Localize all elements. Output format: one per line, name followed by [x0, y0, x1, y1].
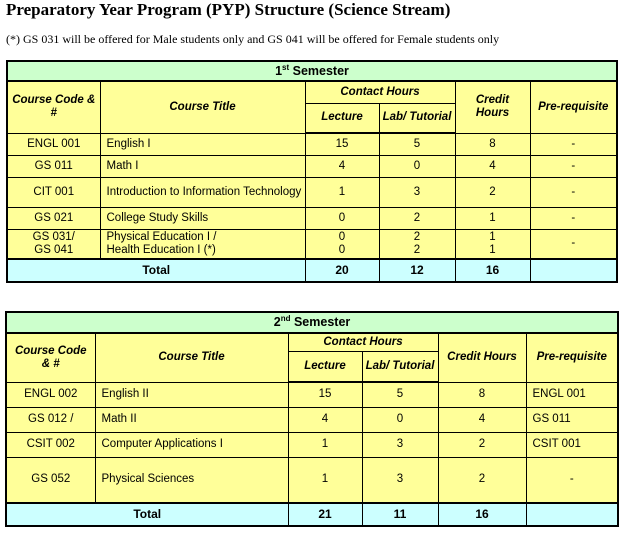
total-blank	[530, 259, 617, 282]
table-row	[6, 457, 618, 503]
page-title: Preparatory Year Program (PYP) Structure (Science Stream)	[6, 0, 451, 19]
course-code: GS 012 /	[6, 407, 95, 432]
course-code: GS 031/ GS 041	[7, 229, 100, 259]
table-row	[6, 382, 618, 407]
lecture-hours: 0	[305, 207, 379, 229]
total-row	[6, 503, 618, 526]
credit-hours: 4	[455, 155, 530, 177]
lab-hours: 2	[379, 207, 455, 229]
total-blank	[526, 503, 618, 526]
header-credit-hours: Credit Hours	[438, 333, 526, 382]
total-lecture: 20	[305, 259, 379, 282]
course-code: ENGL 001	[7, 133, 100, 155]
header-lab-tutorial: Lab/ Tutorial	[379, 103, 455, 133]
lecture-hours: 1	[288, 432, 362, 457]
prerequisite: -	[530, 155, 617, 177]
course-title: English I	[100, 133, 305, 155]
course-title: Computer Applications I	[95, 432, 288, 457]
lab-hours: 5	[362, 382, 438, 407]
credit-hours: 8	[455, 133, 530, 155]
lecture-hours: 1	[305, 177, 379, 207]
course-title: College Study Skills	[100, 207, 305, 229]
credit-hours: 2	[455, 177, 530, 207]
prerequisite: -	[530, 177, 617, 207]
course-code: GS 011	[7, 155, 100, 177]
course-code: GS 021	[7, 207, 100, 229]
course-code: GS 052	[6, 457, 95, 503]
total-lecture: 21	[288, 503, 362, 526]
header-course-title: Course Title	[100, 81, 305, 133]
lab-hours: 0	[362, 407, 438, 432]
table-row	[7, 207, 617, 229]
header-course-code: Course Code & #	[7, 81, 100, 133]
total-label: Total	[7, 259, 305, 282]
total-label: Total	[6, 503, 288, 526]
total-credit: 16	[455, 259, 530, 282]
lab-hours: 3	[379, 177, 455, 207]
credit-hours: 1 1	[455, 229, 530, 259]
header-prerequisite: Pre-requisite	[530, 81, 617, 133]
header-lab-tutorial: Lab/ Tutorial	[362, 351, 438, 382]
header-credit-hours: Credit Hours	[455, 81, 530, 133]
lab-hours: 3	[362, 432, 438, 457]
lecture-hours: 4	[305, 155, 379, 177]
total-row	[7, 259, 617, 282]
table-row	[7, 229, 617, 259]
course-title: Introduction to Information Technology	[100, 177, 305, 207]
total-lab: 11	[362, 503, 438, 526]
course-title: Physical Education I / Health Education I (*)	[100, 229, 305, 259]
lab-hours: 3	[362, 457, 438, 503]
credit-hours: 8	[438, 382, 526, 407]
lecture-hours: 15	[305, 133, 379, 155]
prerequisite: CSIT 001	[526, 432, 618, 457]
table-row	[7, 133, 617, 155]
semester-1-table	[6, 60, 618, 283]
credit-hours: 2	[438, 432, 526, 457]
table-row	[6, 407, 618, 432]
course-code: CIT 001	[7, 177, 100, 207]
header-contact-hours: Contact Hours	[288, 333, 438, 351]
header-course-title: Course Title	[95, 333, 288, 382]
lecture-hours: 15	[288, 382, 362, 407]
lab-hours: 2 2	[379, 229, 455, 259]
header-course-code: Course Code & #	[6, 333, 95, 382]
course-code: ENGL 002	[6, 382, 95, 407]
table-row	[6, 432, 618, 457]
prerequisite: -	[530, 133, 617, 155]
course-title: Math II	[95, 407, 288, 432]
header-lecture: Lecture	[288, 351, 362, 382]
table-row	[7, 177, 617, 207]
prerequisite: -	[530, 207, 617, 229]
header-prerequisite: Pre-requisite	[526, 333, 618, 382]
semester-2-table	[5, 311, 619, 527]
semester-heading: 2nd Semester	[6, 312, 618, 333]
course-title: Physical Sciences	[95, 457, 288, 503]
lab-hours: 0	[379, 155, 455, 177]
prerequisite: -	[526, 457, 618, 503]
course-code: CSIT 002	[6, 432, 95, 457]
lecture-hours: 0 0	[305, 229, 379, 259]
lab-hours: 5	[379, 133, 455, 155]
semester-heading: 1st Semester	[7, 61, 617, 81]
header-lecture: Lecture	[305, 103, 379, 133]
course-title: English II	[95, 382, 288, 407]
prerequisite: ENGL 001	[526, 382, 618, 407]
header-contact-hours: Contact Hours	[305, 81, 455, 103]
prerequisite: GS 011	[526, 407, 618, 432]
credit-hours: 1	[455, 207, 530, 229]
footnote: (*) GS 031 will be offered for Male students only and GS 041 will be offered for Female students only	[6, 32, 500, 46]
total-credit: 16	[438, 503, 526, 526]
lecture-hours: 1	[288, 457, 362, 503]
credit-hours: 4	[438, 407, 526, 432]
total-lab: 12	[379, 259, 455, 282]
course-title: Math I	[100, 155, 305, 177]
credit-hours: 2	[438, 457, 526, 503]
table-row	[7, 155, 617, 177]
prerequisite: -	[530, 229, 617, 259]
lecture-hours: 4	[288, 407, 362, 432]
